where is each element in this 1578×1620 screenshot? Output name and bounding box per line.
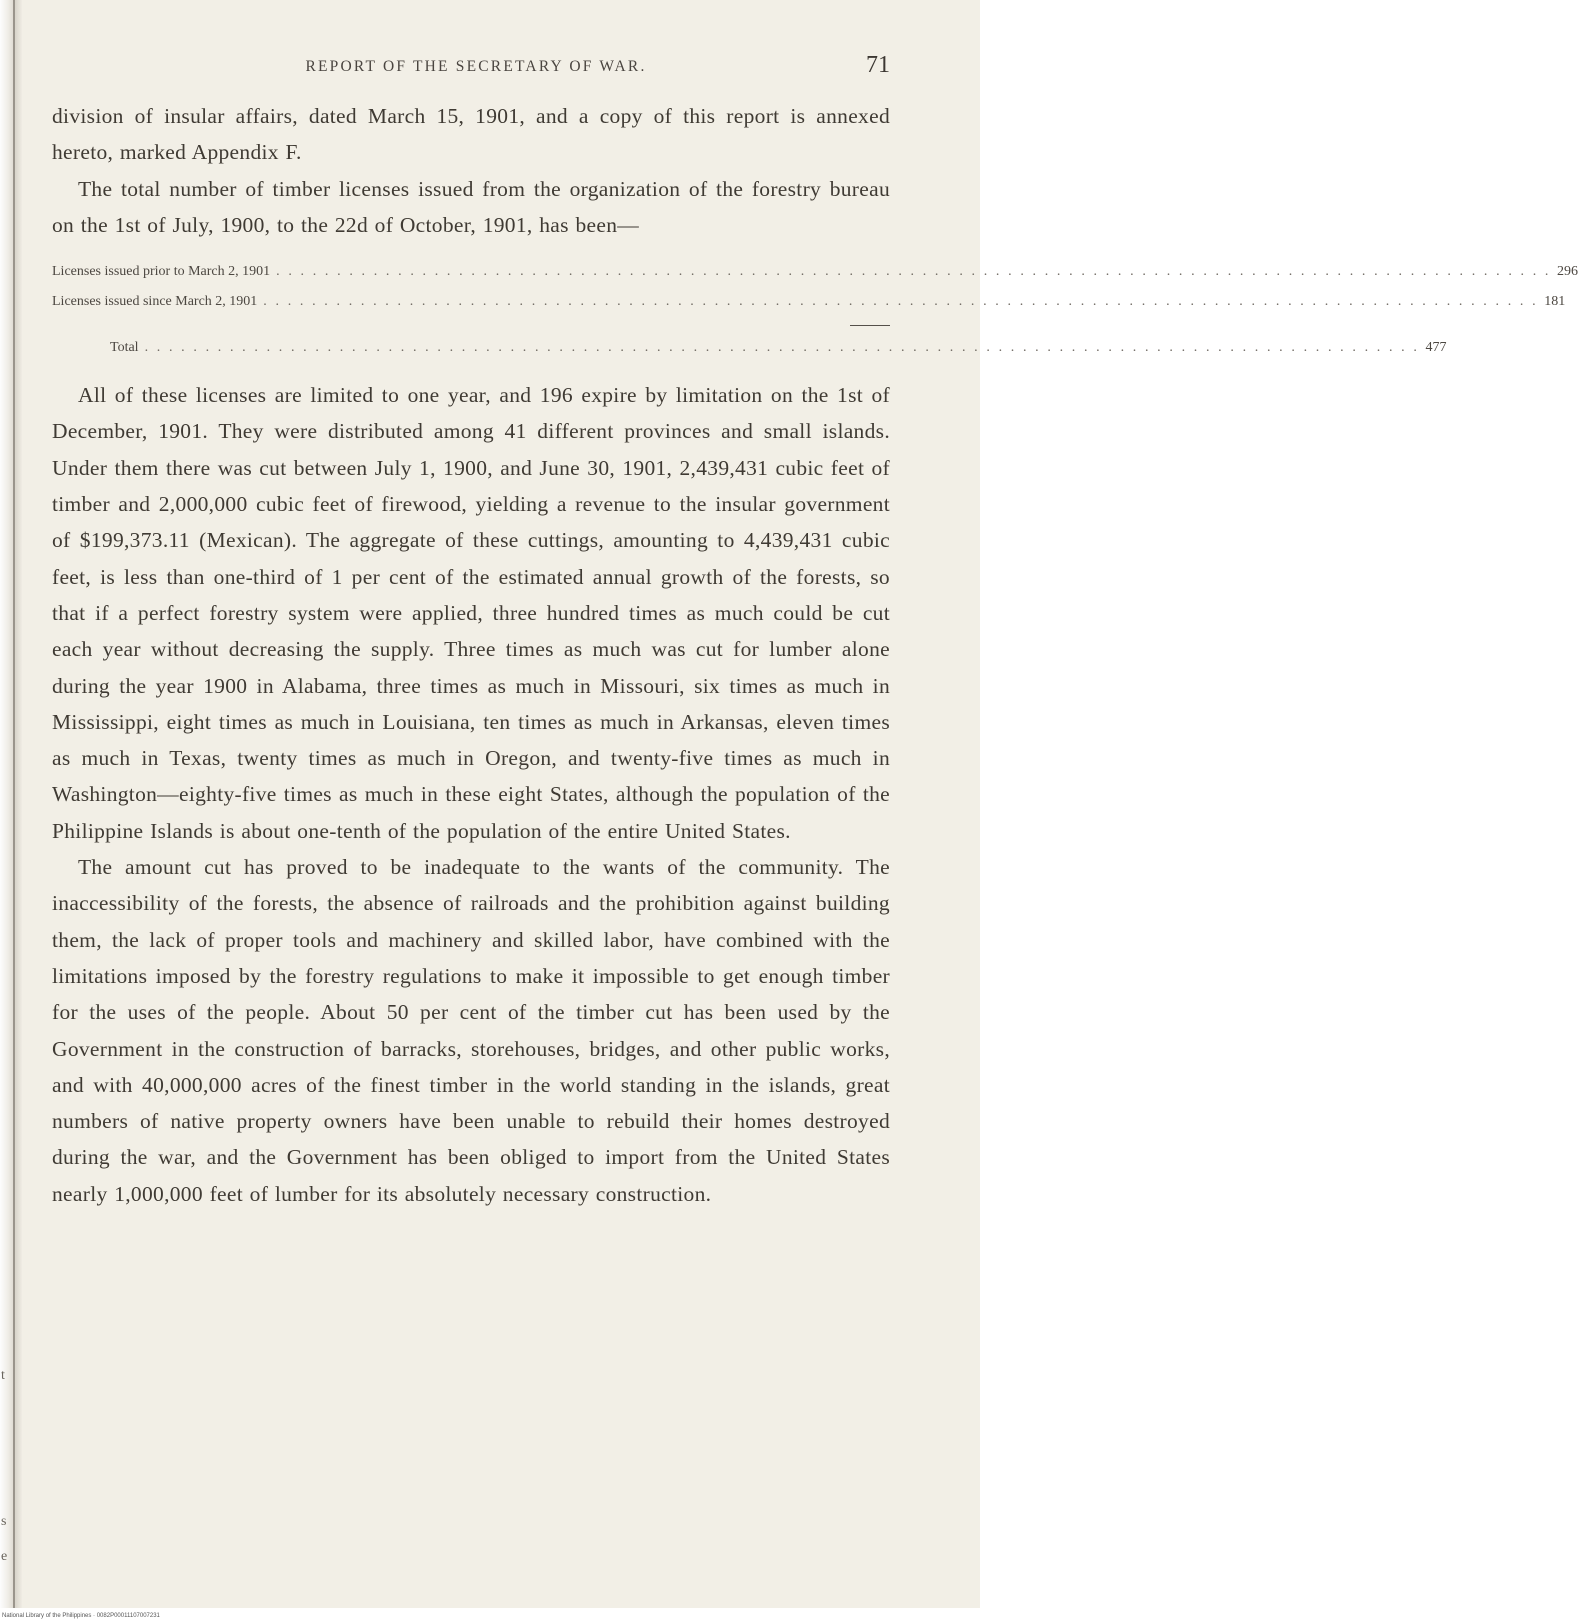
ledger-leader-dots: . . . . . . . . . . . . . . . . . . . . . . . . . . . . . . . . . . . . . . . . . . . . . . . . . . . . . . . . . . . . . . . . . . . . . . . . . . . . . . . . . . . . . . . . . . . . . . . . . . . . . . . . . xyxy=(276,264,1552,280)
footer-provenance-text: National Library of the Philippines · 0082P00011107007231 xyxy=(2,1613,160,1619)
margin-mark: s xyxy=(1,1514,7,1529)
paragraph-timber-shortage: The amount cut has proved to be inadequate to the wants of the community. The inaccessibility of the forests, the absence of railroads and the prohibition against building them, the lack of proper tools and machinery and skilled labor, have combined with the limitations imposed by the forestry regulations to make it impossible to get enough timber for the uses of the people. About 50 per cent of the timber cut has been used by the Government in the construction of barracks, storehouses, bridges, and other public works, and with 40,000,000 acres of the finest timber in the world standing in the islands, great numbers of native property owners have been unable to rebuild their homes destroyed during the war, and the Government has been obliged to import from the United States nearly 1,000,000 feet of lumber for its absolutely necessary construction. xyxy=(52,855,890,1206)
ledger-total-value: 477 xyxy=(1425,340,1447,356)
total-rule xyxy=(52,317,890,333)
paragraph-licenses-intro: The total number of timber licenses issued from the organization of the forestry bureau on the 1st of July, 1900, to the 22d of October, 1901, has been— xyxy=(52,176,890,237)
ledger-total-row xyxy=(52,333,1447,363)
header-title: REPORT OF THE SECRETARY OF WAR. xyxy=(305,58,647,75)
ledger-total-label: Total xyxy=(110,340,139,356)
paragraph-continuation: division of insular affairs, dated March 15, 1901, and a copy of this report is annexed hereto, marked Appendix F. xyxy=(52,104,890,165)
page-text xyxy=(52,48,1578,1212)
ledger-row-label: Licenses issued prior to March 2, 1901 xyxy=(52,264,271,280)
margin-mark: t xyxy=(1,1368,5,1383)
paragraph-license-details: All of these licenses are limited to one year, and 196 expire by limitation on the 1st of December, 1901. They were distributed among 41 different provinces and small islands. Under them there was cut between July 1, 1900, and June 30, 1901, 2,439,431 cubic feet of timber and 2,000,000 cubic feet of firewood, yielding a revenue to the insular government of $199,373.11 (Mexican). The aggregate of these cuttings, amounting to 4,439,431 cubic feet, is less than one-third of 1 per cent of the estimated annual growth of the forests, so that if a perfect forestry system were applied, three hundred times as much could be cut each year without decreasing the supply. Three times as much was cut for lumber alone during the year 1900 in Alabama, three times as much in Missouri, six times as much in Mississippi, eight times as much in Louisiana, ten times as much in Arkansas, eleven times as much in Texas, twenty times as much in Oregon, and twenty-five times as much in Washington—eighty-five times as much in these eight States, although the population of the Philippine Islands is about one-tenth of the population of the entire United States. xyxy=(52,383,890,843)
ledger-leader-dots: . . . . . . . . . . . . . . . . . . . . . . . . . . . . . . . . . . . . . . . . . . . . . . . . . . . . . . . . . . . . . . . . . . . . . . . . . . . . . . . . . . . . . . . . . . . . . . . . . . . . . . . . . xyxy=(144,340,1420,356)
ledger-row-value: 296 xyxy=(1557,264,1578,280)
page-number: 71 xyxy=(866,52,890,78)
footer-strip xyxy=(0,1608,980,1620)
ledger-leader-dots: . . . . . . . . . . . . . . . . . . . . . . . . . . . . . . . . . . . . . . . . . . . . . . . . . . . . . . . . . . . . . . . . . . . . . . . . . . . . . . . . . . . . . . . . . . . . . . . . . . . . . . . . . xyxy=(263,294,1539,310)
ledger-row-label: Licenses issued since March 2, 1901 xyxy=(52,294,258,310)
ledger-row-value: 181 xyxy=(1544,294,1566,310)
ledger-row xyxy=(52,287,1566,317)
binding-line xyxy=(13,0,15,1620)
ledger-row xyxy=(52,257,1578,287)
license-ledger xyxy=(52,257,1578,363)
running-header xyxy=(62,48,890,88)
margin-mark: e xyxy=(1,1549,8,1564)
